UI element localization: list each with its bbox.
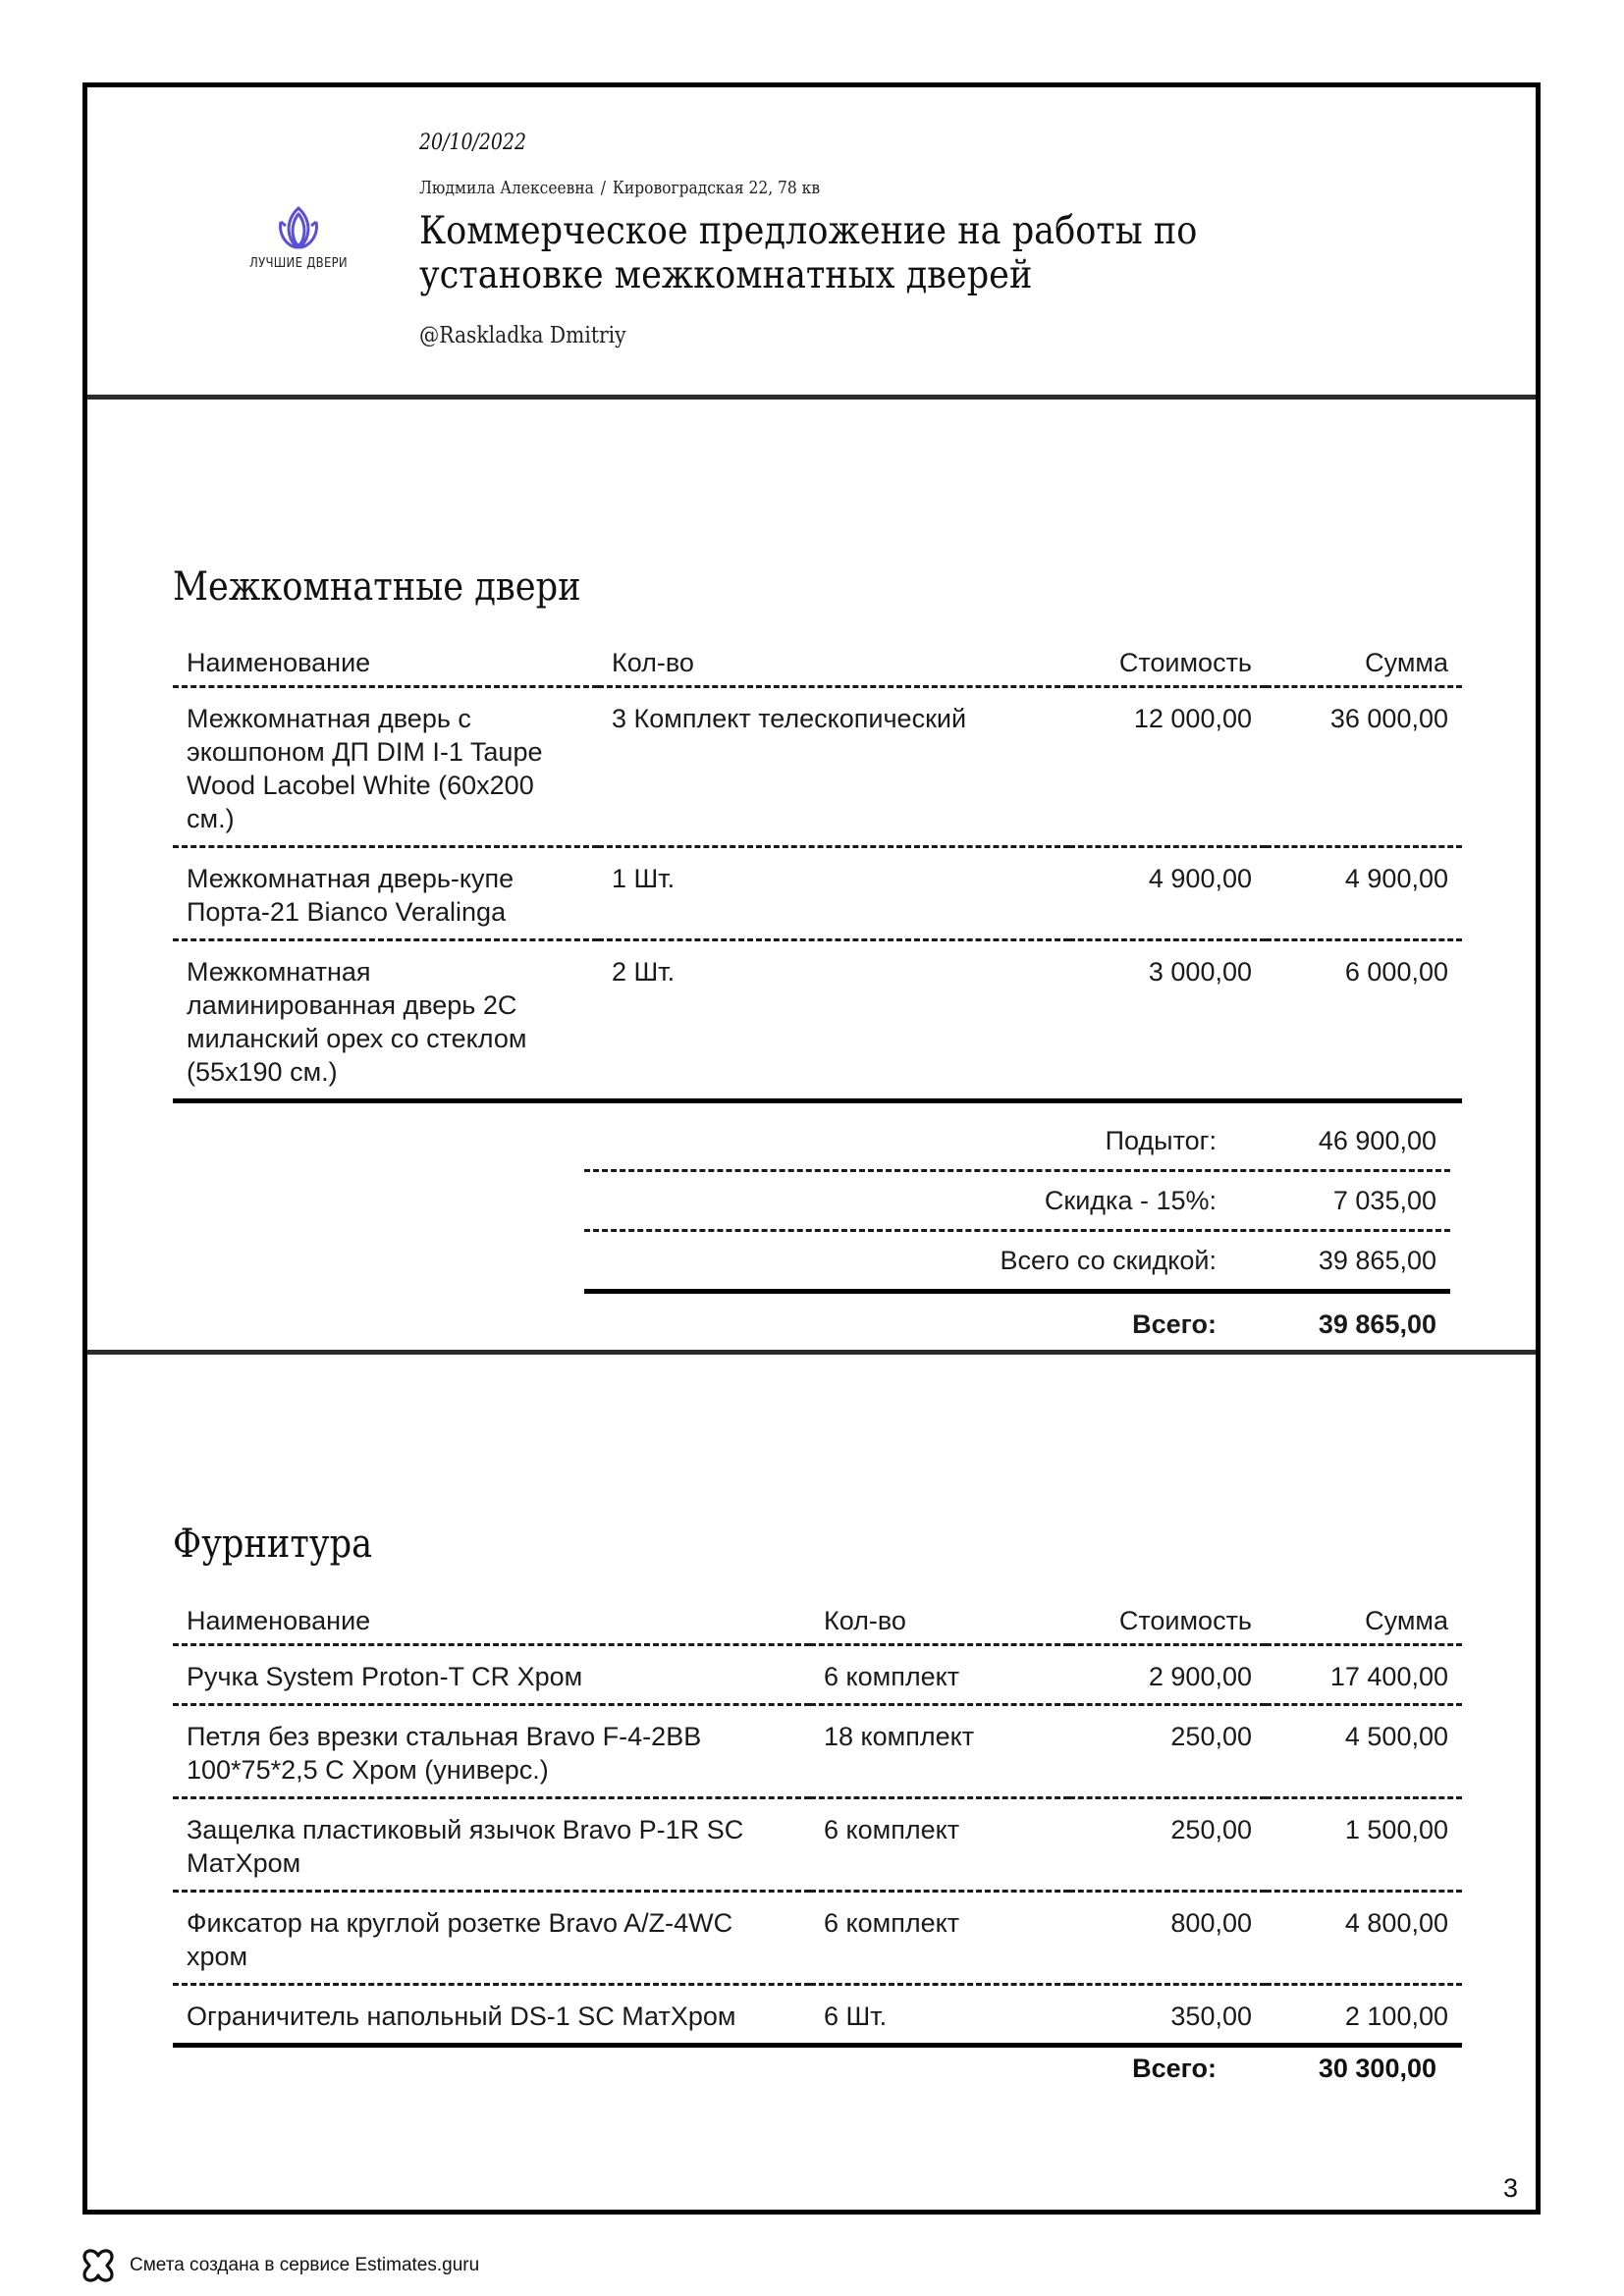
logo-text: ЛУЧШИЕ ДВЕРИ	[249, 256, 348, 271]
client-name: Людмила Алексеевна	[419, 178, 594, 198]
client-address: Кировоградская 22, 78 кв	[612, 178, 821, 198]
doors-table	[173, 640, 1462, 1103]
item-qty: 18 комплект	[824, 1722, 975, 1751]
total-value: 30 300,00	[1318, 2054, 1436, 2083]
section-hardware	[87, 1355, 1536, 2210]
author: @Raskladka Dmitriy	[419, 323, 626, 348]
table-row	[173, 1645, 1462, 1705]
table-row	[173, 1985, 1462, 2046]
item-name: Фиксатор на круглой розетке Bravo A/Z-4WC хром	[187, 1908, 733, 1971]
column-header-price: Стоимость	[1118, 647, 1252, 677]
item-sum: 6 000,00	[1344, 957, 1448, 987]
item-sum: 2 100,00	[1344, 2002, 1448, 2031]
item-qty: 6 Шт.	[824, 2002, 888, 2031]
discounted-total-value: 39 865,00	[1318, 1245, 1436, 1275]
item-qty: 2 Шт.	[612, 957, 676, 987]
page-number: 3	[1502, 2173, 1518, 2203]
column-header-name: Наименование	[187, 647, 371, 677]
table-row	[173, 1892, 1462, 1985]
table-header-row	[173, 1598, 1462, 1645]
item-sum: 1 500,00	[1344, 1815, 1448, 1844]
column-header-qty: Кол-во	[824, 1605, 906, 1635]
footer	[79, 2246, 479, 2285]
column-header-price: Стоимость	[1118, 1605, 1252, 1635]
separator: /	[600, 178, 607, 198]
table-header-row	[173, 640, 1462, 687]
item-price: 12 000,00	[1133, 704, 1252, 733]
item-name: Межкомнатная дверь с экошпоном ДП DIM I-1 Taupe Wood Lacobel White (60x200 см.)	[187, 704, 543, 833]
column-header-name: Наименование	[187, 1605, 371, 1635]
item-sum: 17 400,00	[1329, 1662, 1448, 1691]
item-name: Ручка System Proton-T CR Хром	[187, 1662, 583, 1691]
total-label: Всего:	[1132, 1308, 1217, 1339]
item-price: 250,00	[1170, 1722, 1252, 1751]
item-sum: 36 000,00	[1329, 704, 1448, 733]
document-date: 20/10/2022	[419, 131, 527, 155]
item-price: 3 000,00	[1148, 957, 1252, 987]
item-price: 800,00	[1170, 1908, 1252, 1938]
item-sum: 4 500,00	[1344, 1722, 1448, 1751]
total-label: Всего:	[1132, 2054, 1217, 2083]
estimates-guru-logo-icon	[79, 2246, 118, 2285]
column-header-sum: Сумма	[1365, 1605, 1448, 1635]
column-header-sum: Сумма	[1365, 647, 1448, 677]
item-name: Межкомнатная дверь-купе Порта-21 Bianco Veralinga	[187, 864, 514, 927]
table-row	[173, 687, 1462, 847]
company-logo	[210, 205, 387, 284]
table-row	[173, 1705, 1462, 1798]
item-name: Петля без врезки стальная Bravo F-4-2BB 100*75*2,5 C Хром (универс.)	[187, 1722, 702, 1785]
discounted-total-row	[584, 1232, 1450, 1294]
item-sum: 4 900,00	[1344, 864, 1448, 893]
item-price: 350,00	[1170, 2002, 1252, 2031]
discount-row	[584, 1172, 1450, 1232]
discount-label: Скидка - 15%:	[1044, 1185, 1217, 1215]
table-row	[173, 940, 1462, 1101]
item-price: 4 900,00	[1148, 864, 1252, 893]
table-row	[173, 1798, 1462, 1892]
item-price: 2 900,00	[1148, 1662, 1252, 1691]
section-title: Межкомнатные двери	[173, 564, 581, 610]
item-qty: 3 Комплект телескопический	[612, 704, 967, 733]
table-row	[173, 847, 1462, 940]
discounted-total-label: Всего со скидкой:	[1000, 1245, 1217, 1275]
discount-value: 7 035,00	[1332, 1185, 1436, 1215]
document-header	[87, 87, 1536, 400]
item-qty: 6 комплект	[824, 1662, 960, 1691]
item-name: Ограничитель напольный DS-1 SC МатХром	[187, 2002, 736, 2031]
document-title: Коммерческое предложение на работы по установке межкомнатных дверей	[419, 209, 1198, 297]
item-name: Межкомнатная ламинированная дверь 2С миланский орех со стеклом (55x190 см.)	[187, 957, 527, 1087]
hardware-table	[173, 1598, 1462, 2048]
section-title: Фурнитура	[173, 1522, 373, 1567]
item-sum: 4 800,00	[1344, 1908, 1448, 1938]
grand-total-row	[584, 1294, 1450, 1355]
column-header-qty: Кол-во	[612, 647, 694, 677]
item-qty: 6 комплект	[824, 1908, 960, 1938]
client-info	[419, 178, 820, 198]
hardware-total-row	[1132, 2054, 1450, 2084]
item-qty: 1 Шт.	[612, 864, 676, 893]
subtotal-label: Подытог:	[1105, 1125, 1217, 1155]
section-doors	[87, 400, 1536, 1355]
subtotal-row	[584, 1112, 1450, 1172]
item-price: 250,00	[1170, 1815, 1252, 1844]
item-qty: 6 комплект	[824, 1815, 960, 1844]
subtotal-value: 46 900,00	[1318, 1125, 1436, 1155]
doors-totals	[584, 1112, 1450, 1355]
item-name: Защелка пластиковый язычок Bravo P-1R SC МатХром	[187, 1815, 744, 1878]
footer-text: Смета создана в сервисе Estimates.guru	[130, 2255, 480, 2275]
total-value: 39 865,00	[1318, 1308, 1436, 1339]
page-frame	[82, 82, 1541, 2215]
lotus-icon	[269, 205, 328, 250]
